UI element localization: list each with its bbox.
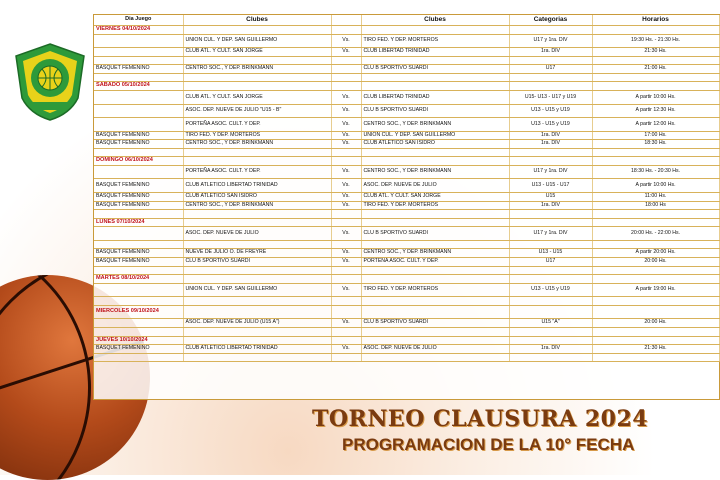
cell-horario — [592, 353, 719, 362]
cell-categoria — [509, 305, 592, 319]
cell-dia — [94, 148, 183, 157]
cell-away-club: TIRO FED. Y DEP. MORTEROS — [361, 34, 509, 48]
day-row — [94, 157, 719, 166]
cell-categoria — [509, 327, 592, 336]
cell-dia: DOMINGO 06/10/2024 — [94, 157, 183, 166]
cell-categoria — [509, 26, 592, 35]
cell-away-club: TIRO FED. Y DEP. MORTEROS — [361, 283, 509, 297]
cell-categoria — [509, 82, 592, 91]
cell-home-club: CLUB ATL. Y CULT. SAN JORGE — [183, 48, 331, 57]
cell-vs — [331, 327, 361, 336]
cell-away-club: CLUB ATLETICO SAN ISIDRO — [361, 140, 509, 149]
cell-away-club — [361, 297, 509, 306]
cell-vs: Vs. — [331, 165, 361, 179]
cell-horario: 18:30 Hs. - 20:30 Hs. — [592, 165, 719, 179]
cell-categoria — [509, 148, 592, 157]
header-horarios: Horarios — [592, 15, 719, 26]
cell-horario — [592, 327, 719, 336]
cell-away-club — [361, 157, 509, 166]
cell-dia: SABADO 05/10/2024 — [94, 82, 183, 91]
schedule-table — [93, 14, 720, 400]
cell-away-club: PORTEÑA ASOC. CULT. Y DEP. — [361, 258, 509, 267]
cell-categoria: 1ra. DIV — [509, 131, 592, 140]
cell-dia: BASQUET FEMENINO — [94, 249, 183, 258]
cell-vs: Vs. — [331, 249, 361, 258]
header-clubes-home: Clubes — [183, 15, 331, 26]
cell-dia — [94, 266, 183, 275]
header-categorias: Categorias — [509, 15, 592, 26]
cell-vs: Vs. — [331, 201, 361, 210]
cell-away-club: ASOC. DEP. NUEVE DE JULIO — [361, 345, 509, 354]
match-row — [94, 192, 719, 201]
cell-away-club: TIRO FED. Y DEP. MORTEROS — [361, 201, 509, 210]
cell-categoria: U17 y 1ra. DIV — [509, 34, 592, 48]
cell-vs — [331, 266, 361, 275]
cell-dia: MARTES 08/10/2024 — [94, 275, 183, 284]
cell-away-club — [361, 275, 509, 284]
cell-away-club: CLUB LIBERTAD TRINIDAD — [361, 91, 509, 105]
cell-away-club — [361, 148, 509, 157]
cell-horario — [592, 73, 719, 82]
cell-dia — [94, 104, 183, 118]
cell-home-club — [183, 297, 331, 306]
cell-home-club: UNION CUL. Y DEP. SAN GUILLERMO — [183, 283, 331, 297]
cell-away-club — [361, 56, 509, 65]
cell-horario: 21:30 Hs. — [592, 48, 719, 57]
cell-horario — [592, 82, 719, 91]
table-header — [94, 15, 719, 26]
cell-away-club: ASOC. DEP. NUEVE DE JULIO — [361, 179, 509, 193]
cell-home-club — [183, 56, 331, 65]
cell-categoria — [509, 266, 592, 275]
cell-categoria: U15 "A" — [509, 319, 592, 328]
cell-vs: Vs. — [331, 131, 361, 140]
empty-row — [94, 266, 719, 275]
cell-vs: Vs. — [331, 34, 361, 48]
cell-home-club — [183, 26, 331, 35]
cell-away-club — [361, 266, 509, 275]
cell-horario: 11:00 Hs. — [592, 192, 719, 201]
cell-categoria: U17 y 1ra. DIV — [509, 165, 592, 179]
cell-vs — [331, 305, 361, 319]
cell-horario: 17:00 Hs. — [592, 131, 719, 140]
empty-row — [94, 210, 719, 219]
cell-categoria: U13 - U15 y U19 — [509, 118, 592, 132]
match-row — [94, 258, 719, 267]
cell-categoria: 1ra. DIV — [509, 201, 592, 210]
cell-categoria: U15 — [509, 192, 592, 201]
cell-vs — [331, 157, 361, 166]
cell-dia — [94, 56, 183, 65]
cell-horario — [592, 210, 719, 219]
cell-categoria — [509, 73, 592, 82]
match-row — [94, 34, 719, 48]
cell-horario: 20:00 Hs. — [592, 319, 719, 328]
cell-dia — [94, 227, 183, 241]
cell-horario: 21:00 Hs. — [592, 65, 719, 74]
cell-home-club: TIRO FED. Y DEP. MORTEROS — [183, 131, 331, 140]
cell-horario: A partir 10:00 Hs. — [592, 179, 719, 193]
cell-home-club — [183, 266, 331, 275]
cell-home-club: UNION CUL. Y DEP. SAN GUILLERMO — [183, 34, 331, 48]
empty-row — [94, 327, 719, 336]
cell-categoria — [509, 353, 592, 362]
cell-vs: Vs. — [331, 104, 361, 118]
cell-vs: Vs. — [331, 345, 361, 354]
cell-away-club — [361, 218, 509, 227]
cell-away-club — [361, 240, 509, 249]
cell-dia — [94, 240, 183, 249]
day-row — [94, 82, 719, 91]
cell-home-club — [183, 353, 331, 362]
cell-away-club: CENTRO SOC., Y DEP. BRINKMANN — [361, 249, 509, 258]
cell-home-club: CLUB ATLETICO LIBERTAD TRINIDAD — [183, 179, 331, 193]
cell-horario: 18:00 Hs — [592, 201, 719, 210]
cell-dia: BASQUET FEMENINO — [94, 192, 183, 201]
cell-vs: Vs. — [331, 179, 361, 193]
cell-horario — [592, 56, 719, 65]
cell-horario: 20:00 Hs. - 22:00 Hs. — [592, 227, 719, 241]
cell-vs: Vs. — [331, 91, 361, 105]
cell-home-club — [183, 240, 331, 249]
empty-row — [94, 353, 719, 362]
cell-away-club — [361, 353, 509, 362]
cell-horario: A partir 12:00 Hs. — [592, 118, 719, 132]
match-row — [94, 179, 719, 193]
match-row — [94, 319, 719, 328]
cell-away-club: CLU B SPORTIVO SUARDI — [361, 65, 509, 74]
cell-home-club — [183, 218, 331, 227]
cell-home-club: CLUB ATL. Y CULT. SAN JORGE — [183, 91, 331, 105]
cell-dia: MIERCOLES 09/10/2024 — [94, 305, 183, 319]
cell-home-club: NUEVE DE JULIO O. DE FREYRE — [183, 249, 331, 258]
match-row — [94, 65, 719, 74]
day-row — [94, 218, 719, 227]
cell-horario — [592, 336, 719, 345]
cell-dia — [94, 327, 183, 336]
cell-vs — [331, 240, 361, 249]
cell-dia — [94, 297, 183, 306]
cell-dia: LUNES 07/10/2024 — [94, 218, 183, 227]
cell-horario — [592, 26, 719, 35]
cell-away-club: CLUB ATL. Y CULT. SAN JORGE — [361, 192, 509, 201]
cell-home-club: CENTRO SOC., Y DEP. BRINKMANN — [183, 140, 331, 149]
cell-home-club: ASOC. DEP. NUEVE DE JULIO (U15 A") — [183, 319, 331, 328]
match-row — [94, 345, 719, 354]
cell-categoria: 1ra. DIV — [509, 345, 592, 354]
empty-row — [94, 148, 719, 157]
cell-away-club — [361, 210, 509, 219]
cell-home-club: CLUB ATLETICO LIBERTAD TRINIDAD — [183, 345, 331, 354]
cell-horario: 20:00 Hs. — [592, 258, 719, 267]
cell-home-club: CLU B SPORTIVO SUARDI — [183, 258, 331, 267]
fixture-subtitle: PROGRAMACION DE LA 10° FECHA — [342, 435, 635, 454]
cell-away-club: CLU B SPORTIVO SUARDI — [361, 104, 509, 118]
empty-row — [94, 297, 719, 306]
match-row — [94, 91, 719, 105]
cell-categoria: U13 - U15 — [509, 249, 592, 258]
match-row — [94, 104, 719, 118]
cell-dia — [94, 210, 183, 219]
day-row — [94, 305, 719, 319]
cell-categoria: U17 — [509, 258, 592, 267]
cell-dia — [94, 319, 183, 328]
cell-horario: A partir 19:00 Hs. — [592, 283, 719, 297]
cell-dia: BASQUET FEMENINO — [94, 140, 183, 149]
cell-home-club: CENTRO SOC., Y DEP. BRINKMANN — [183, 65, 331, 74]
cell-categoria: 1ra. DIV — [509, 140, 592, 149]
tournament-title: TORNEO CLAUSURA 2024 — [312, 406, 649, 432]
cell-dia — [94, 165, 183, 179]
empty-row — [94, 73, 719, 82]
cell-away-club: CLUB LIBERTAD TRINIDAD — [361, 48, 509, 57]
cell-vs — [331, 56, 361, 65]
cell-dia — [94, 91, 183, 105]
cell-home-club — [183, 157, 331, 166]
match-row — [94, 201, 719, 210]
cell-dia — [94, 353, 183, 362]
cell-vs — [331, 218, 361, 227]
cell-categoria: U13 - U15 y U19 — [509, 283, 592, 297]
cell-away-club — [361, 73, 509, 82]
cell-categoria: U13 - U15 - U17 — [509, 179, 592, 193]
cell-vs: Vs. — [331, 140, 361, 149]
cell-horario: A partir 20:00 Hs. — [592, 249, 719, 258]
cell-vs — [331, 73, 361, 82]
cell-horario: A partir 10:00 Hs. — [592, 91, 719, 105]
cell-home-club — [183, 327, 331, 336]
cell-vs — [331, 275, 361, 284]
match-row — [94, 140, 719, 149]
cell-away-club: UNION CUL. Y DEP. SAN GUILLERMO — [361, 131, 509, 140]
cell-categoria — [509, 336, 592, 345]
cell-dia: BASQUET FEMENINO — [94, 179, 183, 193]
cell-horario: 18:30 Hs. — [592, 140, 719, 149]
cell-away-club — [361, 82, 509, 91]
match-row — [94, 249, 719, 258]
day-row — [94, 26, 719, 35]
match-row — [94, 227, 719, 241]
cell-home-club: CENTRO SOC., Y DEP. BRINKMANN — [183, 201, 331, 210]
cell-vs: Vs. — [331, 227, 361, 241]
cell-away-club: CENTRO SOC., Y DEP. BRINKMANN — [361, 118, 509, 132]
cell-home-club — [183, 82, 331, 91]
empty-row — [94, 56, 719, 65]
cell-vs: Vs. — [331, 118, 361, 132]
cell-dia — [94, 118, 183, 132]
cell-horario — [592, 240, 719, 249]
cell-away-club — [361, 305, 509, 319]
cell-dia: BASQUET FEMENINO — [94, 131, 183, 140]
cell-categoria: U15- U13 - U17 y U19 — [509, 91, 592, 105]
match-row — [94, 118, 719, 132]
cell-vs: Vs. — [331, 192, 361, 201]
cell-home-club — [183, 305, 331, 319]
cell-vs: Vs. — [331, 258, 361, 267]
cell-dia — [94, 48, 183, 57]
cell-categoria — [509, 240, 592, 249]
cell-vs — [331, 82, 361, 91]
cell-horario — [592, 266, 719, 275]
cell-dia — [94, 283, 183, 297]
match-row — [94, 48, 719, 57]
cell-home-club: PORTEÑA ASOC. CULT. Y DEP. — [183, 118, 331, 132]
cell-horario — [592, 275, 719, 284]
cell-categoria: U13 - U15 y U19 — [509, 104, 592, 118]
cell-home-club: CLUB ATLETICO SAN ISIDRO — [183, 192, 331, 201]
cell-horario — [592, 218, 719, 227]
cell-vs: Vs. — [331, 283, 361, 297]
cell-horario — [592, 305, 719, 319]
cell-dia — [94, 73, 183, 82]
cell-dia — [94, 34, 183, 48]
cell-dia: JUEVES 10/10/2024 — [94, 336, 183, 345]
header-clubes-away: Clubes — [361, 15, 509, 26]
cell-home-club — [183, 148, 331, 157]
cell-vs — [331, 297, 361, 306]
cell-categoria: U17 y 1ra. DIV — [509, 227, 592, 241]
cell-vs: Vs. — [331, 319, 361, 328]
cell-away-club — [361, 336, 509, 345]
cell-away-club — [361, 327, 509, 336]
association-logo — [14, 42, 86, 122]
cell-categoria — [509, 56, 592, 65]
cell-horario — [592, 148, 719, 157]
cell-vs — [331, 353, 361, 362]
cell-dia: BASQUET FEMENINO — [94, 345, 183, 354]
cell-categoria: 1ra. DIV — [509, 48, 592, 57]
header-dia: Dia Juego — [94, 15, 183, 26]
cell-dia: BASQUET FEMENINO — [94, 65, 183, 74]
cell-categoria — [509, 275, 592, 284]
day-row — [94, 336, 719, 345]
cell-home-club: ASOC. DEP. NUEVE DE JULIO "U15 - B" — [183, 104, 331, 118]
match-row — [94, 131, 719, 140]
cell-away-club: CENTRO SOC., Y DEP. BRINKMANN — [361, 165, 509, 179]
cell-away-club: CLU B SPORTIVO SUARDI — [361, 227, 509, 241]
empty-row — [94, 240, 719, 249]
day-row — [94, 275, 719, 284]
cell-away-club — [361, 26, 509, 35]
cell-categoria — [509, 297, 592, 306]
cell-categoria — [509, 210, 592, 219]
cell-horario — [592, 157, 719, 166]
cell-horario: A partir 12:30 Hs. — [592, 104, 719, 118]
cell-vs — [331, 148, 361, 157]
cell-home-club — [183, 73, 331, 82]
cell-categoria — [509, 157, 592, 166]
cell-home-club — [183, 275, 331, 284]
cell-dia: VIERNES 04/10/2024 — [94, 26, 183, 35]
cell-dia: BASQUET FEMENINO — [94, 201, 183, 210]
cell-horario: 21:30 Hs. — [592, 345, 719, 354]
cell-vs — [331, 210, 361, 219]
match-row — [94, 283, 719, 297]
cell-categoria: U17 — [509, 65, 592, 74]
cell-vs — [331, 65, 361, 74]
cell-home-club: ASOC. DEP. NUEVE DE JULIO — [183, 227, 331, 241]
cell-vs — [331, 336, 361, 345]
cell-vs — [331, 26, 361, 35]
cell-horario: 19:30 Hs. - 21:30 Hs. — [592, 34, 719, 48]
cell-home-club: PORTEÑA ASOC. CULT. Y DEP. — [183, 165, 331, 179]
cell-home-club — [183, 210, 331, 219]
match-row — [94, 165, 719, 179]
cell-dia: BASQUET FEMENINO — [94, 258, 183, 267]
cell-home-club — [183, 336, 331, 345]
cell-categoria — [509, 218, 592, 227]
cell-away-club: CLU B SPORTIVO SUARDI — [361, 319, 509, 328]
cell-vs: Vs. — [331, 48, 361, 57]
cell-horario — [592, 297, 719, 306]
